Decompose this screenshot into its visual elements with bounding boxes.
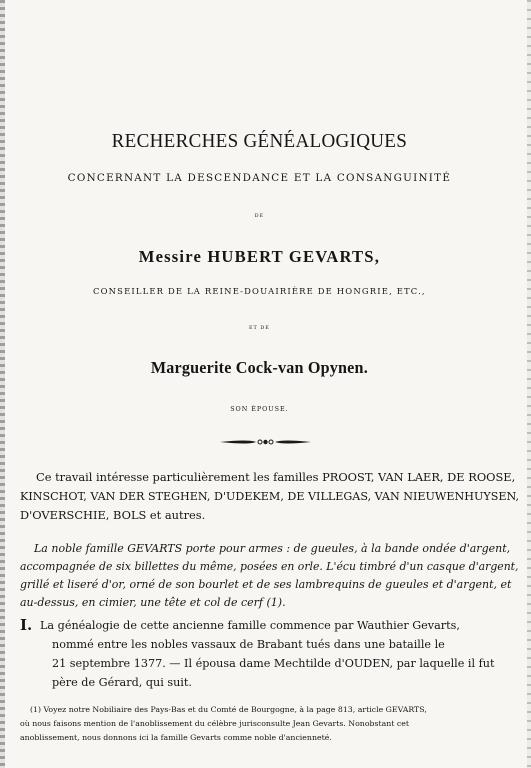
- et-de-label: ET DE: [249, 325, 270, 331]
- footnote-line: où nous faisons mention de l'anoblissement du célèbre jurisconsulte Jean Gevarts. Nonobstant cet: [20, 719, 410, 728]
- arms-line: La noble famille GEVARTS porte pour armes : de gueules, à la bande ondée d'argent,: [34, 542, 511, 555]
- intro-line: D'OVERSCHIE, BOLS et autres.: [20, 508, 206, 522]
- de-label: DE: [254, 213, 265, 219]
- subject-role: CONSEILLER DE LA REINE-DOUAIRIÈRE DE HONGRIE, ETC.,: [92, 287, 426, 297]
- spouse-role: SON ÉPOUSE.: [230, 405, 289, 413]
- footnote-line: anoblissement, nous donnons ici la famille Gevarts comme noble d'ancienneté.: [20, 733, 332, 742]
- intro-line: KINSCHOT, VAN DER STEGHEN, D'UDEKEM, DE VILLEGAS, VAN NIEUWENHUYSEN,: [20, 489, 520, 503]
- spouse-name: Marguerite Cock-van Opynen.: [150, 358, 368, 377]
- arms-line: accompagnée de six billettes du même, posées en orle. L'écu timbré d'un casque d'argent,: [20, 560, 519, 573]
- scan-edge-right: [527, 0, 531, 768]
- document-subtitle: CONCERNANT LA DESCENDANCE ET LA CONSANGUINITÉ: [67, 172, 452, 184]
- scan-edge-left: [0, 0, 5, 768]
- intro-line: Ce travail intéresse particulièrement les familles PROOST, VAN LAER, DE ROOSE,: [36, 470, 516, 484]
- section-numeral: I.: [20, 616, 33, 634]
- section-line: père de Gérard, qui suit.: [52, 676, 192, 689]
- subject-name: Messire HUBERT GEVARTS,: [138, 247, 381, 266]
- arms-line: grillé et liseré d'or, orné de son bourlet et de ses lambrequins de gueules et d'argent, et: [20, 578, 512, 591]
- arms-line: au-dessus, en cimier, une tête et col de cerf (1).: [20, 596, 286, 609]
- section-line: La généalogie de cette ancienne famille commence par Wauthier Gevarts,: [40, 619, 460, 632]
- footnote-line: (1) Voyez notre Nobiliaire des Pays-Bas et du Comté de Bourgogne, à la page 813, article GEVARTS,: [30, 705, 427, 714]
- section-line: 21 septembre 1377. — Il épousa dame Mechtilde d'OUDEN, par laquelle il fut: [52, 657, 495, 670]
- document-title: RECHERCHES GÉNÉALOGIQUES: [111, 131, 408, 152]
- section-line: nommé entre les nobles vassaux de Brabant tués dans une bataille le: [52, 638, 445, 651]
- ornament-divider-icon: [218, 435, 313, 449]
